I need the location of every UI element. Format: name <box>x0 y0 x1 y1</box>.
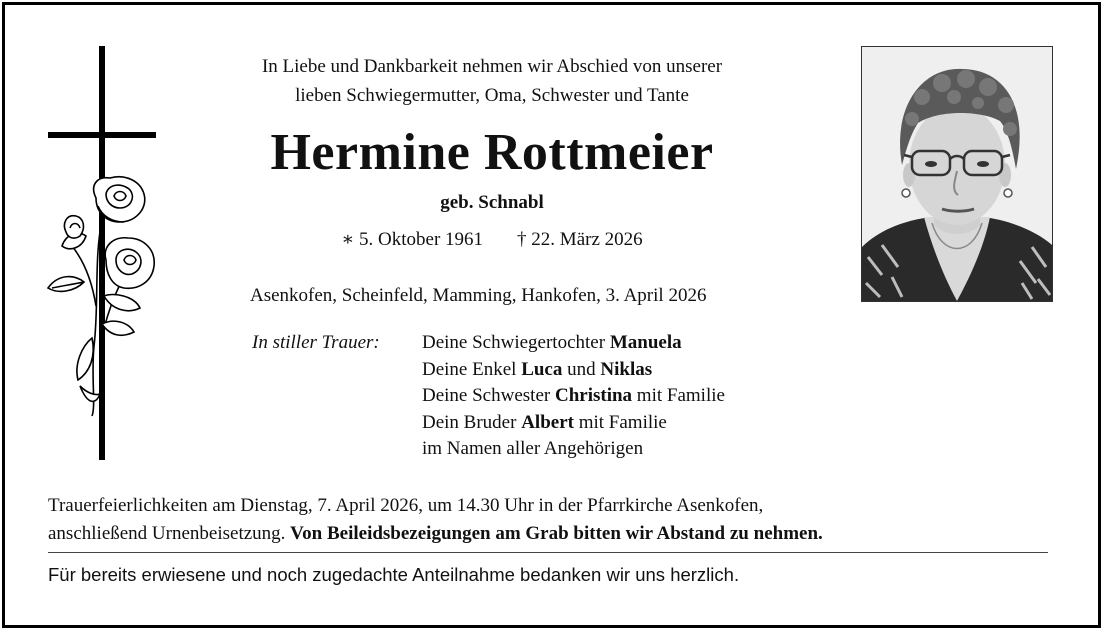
location-date: Asenkofen, Scheinfeld, Mamming, Hankofen, 3. April 2026 <box>250 285 707 306</box>
intro-line-1: In Liebe und Dankbarkeit nehmen wir Abschied von unserer <box>261 56 723 77</box>
life-dates <box>160 226 824 254</box>
birth-name: geb. Schnabl <box>440 192 544 213</box>
thanks-text: Für bereits erwiesene und noch zugedachte Anteilnahme bedanken wir uns herzlich. <box>48 564 740 585</box>
death-date: † 22. März 2026 <box>517 229 643 250</box>
divider <box>48 552 1048 553</box>
cross-with-roses-icon <box>44 46 160 460</box>
mourner-line: Deine Schwiegertochter Manuela <box>422 332 682 353</box>
mourning-label: In stiller Trauer: <box>252 332 380 353</box>
intro-text <box>160 52 824 110</box>
mourner-line: Deine Schwester Christina mit Familie <box>422 385 725 406</box>
birth-date: ∗ 5. Oktober 1961 <box>341 229 484 250</box>
service-line-1: Trauerfeierlichkeiten am Dienstag, 7. April 2026, um 14.30 Uhr in der Pfarrkirche Asenkofen, <box>48 495 764 516</box>
mourners-list <box>422 330 725 463</box>
mourner-line: Deine Enkel Luca und Niklas <box>422 358 653 380</box>
intro-line-2: lieben Schwiegermutter, Oma, Schwester und Tante <box>295 85 689 106</box>
mourner-line: Dein Bruder Albert mit Familie <box>422 411 667 433</box>
deceased-name: Hermine Rottmeier <box>270 124 714 181</box>
mourner-line: im Namen aller Angehörigen <box>422 438 644 459</box>
service-info <box>48 492 823 548</box>
condolence-note: Von Beileidsbezeigungen am Grab bitten wir Abstand zu nehmen. <box>290 523 823 544</box>
portrait-photo <box>861 46 1053 302</box>
service-line-2: anschließend Urnenbeisetzung. Von Beileidsbezeigungen am Grab bitten wir Abstand zu nehmen. <box>48 523 823 544</box>
